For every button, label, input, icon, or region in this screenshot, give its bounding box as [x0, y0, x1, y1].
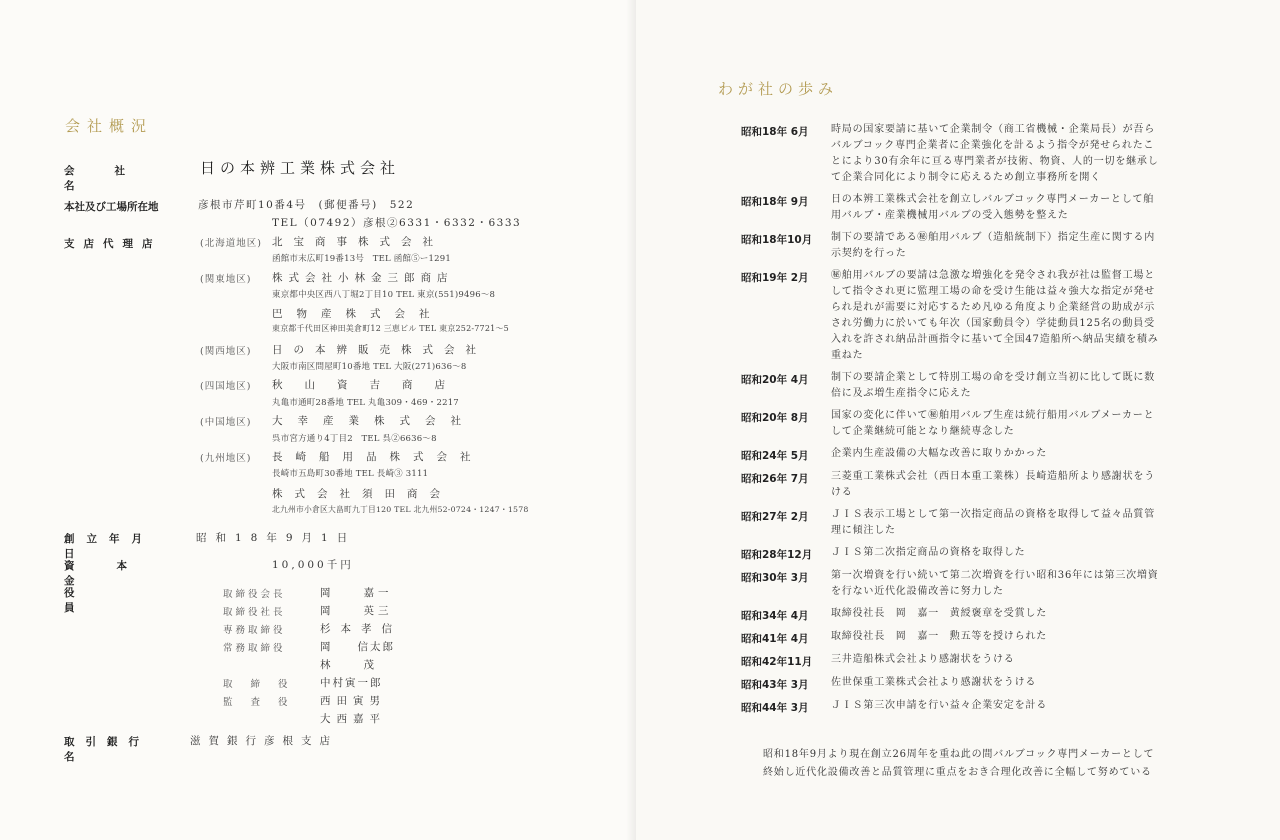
- officer-title: 取締役社長: [223, 607, 286, 618]
- history-event: ㊙舶用バルブの要請は急激な増強化を発令され我が社は監督工場と して指令され更に監理工場の命を受け生能は益々強大な指定が発せ られ是れが需要に対応するため凡ゆる角度より企業経営の助成が示 され労働力に於いても年次（国家動員令）学徒動員125名の動員受 入れを許され納品計画指令に基いて全国47造船所へ納品実績を積み 重ねた: [831, 270, 1159, 361]
- company-name-label: [64, 163, 170, 193]
- branch-region: (中国地区): [200, 417, 252, 428]
- history-date: 昭和26年 7月: [741, 473, 809, 485]
- company-overview-heading: 会社概況: [65, 117, 154, 135]
- branch-detail: 東京都千代田区神田美倉町12 三恵ビル TEL 東京252-7721〜5: [272, 324, 509, 333]
- hq-tel: TEL（07492）彦根②6331・6332・6333: [272, 217, 522, 229]
- history-date: 昭和43年 3月: [741, 679, 809, 691]
- branch-region: (関西地区): [200, 346, 252, 357]
- officer-title: 取締役: [223, 679, 306, 690]
- history-event: 国家の変化に伴いて㊙舶用バルブ生産は続行船用バルブメーカーと して企業継続可能となり継続専念した: [831, 410, 1155, 437]
- history-date: 昭和28年12月: [741, 549, 813, 561]
- history-event: 制下の要請企業として特別工場の命を受け創立当初に比して既に数 倍に及ぶ増生産指令に応えた: [831, 372, 1155, 399]
- history-date: 昭和30年 3月: [741, 572, 809, 584]
- history-entry: [741, 408, 1241, 440]
- hq-address: 彦根市芹町10番4号 (郵便番号) 522: [198, 199, 415, 211]
- branch-region: (九州地区): [200, 453, 252, 464]
- branch-region: (北海道地区): [200, 238, 262, 249]
- officer-name: 岡 嘉一: [320, 587, 393, 599]
- history-event: 日の本辨工業株式会社を創立しバルブコック専門メーカーとして舶 用バルブ・産業機械用バルブの受入態勢を整えた: [831, 194, 1155, 221]
- history-entry: [741, 469, 1241, 501]
- history-date: 昭和42年11月: [741, 656, 813, 668]
- history-entry: [741, 230, 1241, 262]
- history-date: 昭和44年 3月: [741, 702, 809, 714]
- capital-label-text: 資本金: [64, 560, 169, 587]
- history-date: 昭和18年 6月: [741, 126, 809, 138]
- history-entry: [741, 652, 1241, 669]
- founded-date: 昭和18年9月1日: [196, 532, 357, 544]
- founded-label-text: 創立年月日: [64, 533, 154, 560]
- officer-name: 大西嘉平: [320, 713, 386, 725]
- branch-name: 株式会社小林金三郎商店: [272, 272, 454, 284]
- hq-label-text: 本社及び工場所在地: [64, 201, 159, 213]
- history-entry: [741, 545, 1241, 562]
- officers-label: [64, 585, 170, 615]
- history-event: 時局の国家要請に基いて企業制令（商工省機械・企業局長）が吾ら バルブコック専門企業者に企業強化を計るよう指令が発せられたこ とにより30有余年に亘る専門業者が技術、物資、人的一切を継承し て企業合同化により制令に応えるため創立事務所を開く: [831, 124, 1159, 183]
- officers-label-text: 役員: [64, 587, 167, 614]
- history-entry: [741, 507, 1241, 539]
- history-event: 三菱重工業株式会社（西日本重工業株）長崎造船所より感謝状をう ける: [831, 471, 1155, 498]
- history-entry: [741, 122, 1241, 186]
- founded-label: [64, 531, 170, 561]
- history-summary: 昭和18年9月より現在創立26周年を重ね此の間バルブコック専門メーカーとして 終始し近代化設備改善と品質管理に重点をおき合理化改善に全幅して努めている: [763, 749, 1155, 778]
- branch-region: (関東地区): [200, 274, 252, 285]
- bank-name: 滋賀銀行彦根支店: [190, 735, 338, 747]
- officer-title: 専務取締役: [223, 625, 286, 636]
- capital-amount: 10,000千円: [272, 559, 354, 571]
- company-name-label-text: 会社名: [64, 165, 165, 192]
- history-event: ＪＩＳ表示工場として第一次指定商品の資格を取得して益々品質管 理に傾注した: [831, 509, 1155, 536]
- branch-name: 北宝商事株式会社: [272, 236, 444, 248]
- history-event: 三井造船株式会社より感謝状をうける: [831, 654, 1015, 665]
- capital-label: [64, 558, 170, 588]
- history-entry: [741, 192, 1241, 224]
- officer-name: 中村寅一郎: [320, 677, 383, 689]
- history-date: 昭和20年 8月: [741, 412, 809, 424]
- branch-detail: 長崎市五島町30番地 TEL 長崎③ 3111: [272, 469, 429, 479]
- history-date: 昭和24年 5月: [741, 450, 809, 462]
- history-entry: [741, 446, 1241, 463]
- history-event: ＪＩＳ第二次指定商品の資格を取得した: [831, 547, 1026, 558]
- history-entry: [741, 698, 1241, 715]
- officer-name: 杉本孝信: [320, 623, 402, 635]
- history-event: 企業内生産設備の大幅な改善に取りかかった: [831, 448, 1047, 459]
- bank-label-text: 取引銀行名: [64, 736, 150, 763]
- history-heading: わが社の歩み: [718, 80, 839, 98]
- history-date: 昭和20年 4月: [741, 374, 809, 386]
- history-event: 取締役社長 岡 嘉一 勲五等を授けられた: [831, 631, 1047, 642]
- officer-name: 西田寅男: [320, 695, 386, 707]
- officer-title: 監査役: [223, 697, 306, 708]
- history-event: 第一次増資を行い続いて第二次増資を行い昭和36年には第三次増資 を行ない近代化設備改善に努力した: [831, 570, 1159, 597]
- branch-detail: 北九州市小倉区大畠町九丁目120 TEL 北九州52-0724・1247・1578: [272, 505, 529, 514]
- branch-name: 秋山資吉商店: [272, 379, 467, 391]
- branch-region: (四国地区): [200, 381, 252, 392]
- history-date: 昭和27年 2月: [741, 511, 809, 523]
- history-entry: [741, 675, 1241, 692]
- history-entry: [741, 268, 1241, 364]
- branch-name: 株式会社須田商会: [272, 488, 452, 500]
- history-event: 制下の要請である㊙舶用バルブ（造船統制下）指定生産に関する内 示契約を行った: [831, 232, 1155, 259]
- officer-title: 常務取締役: [223, 643, 286, 654]
- branch-name: 日の本辨販売株式会社: [272, 344, 487, 356]
- officer-title: 取締役会長: [223, 589, 286, 600]
- branch-detail: 丸亀市通町28番地 TEL 丸亀309・469・2217: [272, 398, 459, 408]
- history-event: ＪＩＳ第三次申請を行い益々企業安定を計る: [831, 700, 1047, 711]
- history-event: 佐世保重工業株式会社より感謝状をうける: [831, 677, 1037, 688]
- history-entry: [741, 370, 1241, 402]
- branch-label: [64, 236, 170, 251]
- history-entry: [741, 606, 1241, 623]
- history-date: 昭和18年 9月: [741, 196, 809, 208]
- history-date: 昭和41年 4月: [741, 633, 809, 645]
- history-date: 昭和34年 4月: [741, 610, 809, 622]
- history-event: 取締役社長 岡 嘉一 黄綬褒章を受賞した: [831, 608, 1047, 619]
- branch-name: 大幸産業株式会社: [272, 415, 476, 427]
- branch-label-text: 支店代理店: [64, 238, 162, 250]
- history-entry: [741, 568, 1241, 600]
- branch-name: 巴物産株式会社: [272, 308, 444, 320]
- company-name: 日の本辨工業株式会社: [200, 159, 401, 177]
- history-date: 昭和19年 2月: [741, 272, 809, 284]
- branch-detail: 大阪市南区問屋町10番地 TEL 大阪(271)636〜8: [272, 362, 467, 372]
- officer-name: 岡 信太郎: [320, 641, 395, 653]
- branch-detail: 東京都中央区西八丁堀2丁目10 TEL 東京(551)9496〜8: [272, 290, 496, 300]
- branch-name: 長崎船用品株式会社: [272, 451, 484, 463]
- officer-name: 林 茂: [320, 659, 378, 671]
- right-page: [636, 0, 1280, 840]
- history-entry: [741, 629, 1241, 646]
- left-page: [0, 0, 636, 840]
- officer-name: 岡 英三: [320, 605, 393, 617]
- bank-label: [64, 734, 170, 764]
- branch-detail: 函館市末広町19番13号 TEL 函館⑤ー1291: [272, 254, 451, 264]
- history-date: 昭和18年10月: [741, 234, 813, 246]
- history-list: [741, 122, 1241, 721]
- branch-detail: 呉市宮方通り4丁目2 TEL 呉②6636〜8: [272, 434, 437, 444]
- hq-label: [64, 199, 170, 214]
